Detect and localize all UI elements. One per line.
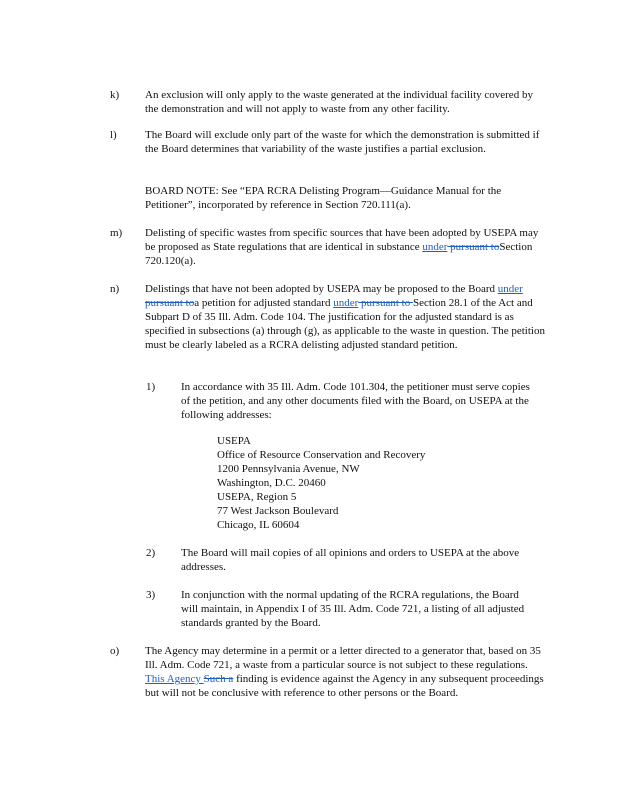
address-line: Chicago, IL 60604 [217, 519, 300, 531]
inserted-text: under [333, 297, 359, 309]
deleted-text: Such a [203, 673, 234, 685]
text-run: a petition for adjusted standard [194, 297, 334, 309]
subsection-text: The Board will mail copies of all opinions and orders to USEPA at the above addresses. [181, 547, 520, 573]
text-run: Delistings that have not been adopted by USEPA may be proposed to the Board [145, 283, 498, 295]
inserted-text: This Agency [145, 673, 204, 685]
address-line: Office of Resource Conservation and Recovery [217, 449, 426, 461]
address-line: USEPA, Region 5 [217, 491, 297, 503]
address-line: USEPA [217, 435, 251, 447]
subsection-label: k) [110, 89, 120, 101]
subsection-label: n) [110, 283, 120, 295]
subsection-text: In accordance with 35 Ill. Adm. Code 101.304, the petitioner must serve copies of the petition, and any other documents filed with the Board, on USEPA at the following addresses: [181, 381, 530, 421]
subsection-label: 2) [146, 547, 156, 559]
text-run: Section 28.1 of the Act and Subpart D of 35 Ill. Adm. Code 104. The justification for the adjusted standard is as specified in subsections (a) through (g), as applicable to the waste in question. The petition must be clearly labeled as a RCRA delisting adjusted standard petition. [145, 297, 545, 351]
subsection-text [145, 282, 545, 352]
inserted-text: under [497, 283, 523, 295]
subsection-text [145, 226, 545, 268]
deleted-text: pursuant to [145, 297, 195, 309]
text-run: Section 720.120(a). [145, 241, 533, 267]
deleted-text: pursuant to [358, 297, 413, 309]
subsection-text: An exclusion will only apply to the waste generated at the individual facility covered by the demonstration and will not apply to waste from any other facility. [145, 89, 533, 115]
address-line: Washington, D.C. 20460 [217, 477, 326, 489]
deleted-text: pursuant to [447, 241, 500, 253]
subsection-text: The Board will exclude only part of the waste for which the demonstration is submitted if the Board determines that variability of the waste justifies a partial exclusion. [145, 129, 540, 155]
subsection-label: 3) [146, 589, 156, 601]
board-note: BOARD NOTE: See “EPA RCRA Delisting Program—Guidance Manual for the Petitioner”, incorporated by reference in Section 720.111(a). [145, 185, 502, 211]
subsection-text [145, 644, 545, 700]
text-run: The Agency may determine in a permit or a letter directed to a generator that, based on 35 Ill. Adm. Code 721, a waste from a particular source is not subject to these regulations. [145, 645, 541, 671]
subsection-label: o) [110, 645, 120, 657]
text-run: finding is evidence against the Agency in any subsequent proceedings but will not be conclusive with reference to other persons or the Board. [145, 673, 544, 699]
subsection-text: In conjunction with the normal updating of the RCRA regulations, the Board will maintain, in Appendix I of 35 Ill. Adm. Code 721, a listing of all adjusted standards granted by the Board. [181, 589, 525, 629]
address-line: 1200 Pennsylvania Avenue, NW [217, 463, 360, 475]
text-run: Delisting of specific wastes from specific sources that have been adopted by USEPA may be proposed as State regulations that are identical in substance [145, 227, 539, 253]
subsection-label: m) [110, 227, 123, 239]
address-line: 77 West Jackson Boulevard [217, 505, 339, 517]
subsection-label: l) [110, 129, 117, 141]
inserted-text: under [422, 241, 448, 253]
subsection-label: 1) [146, 381, 156, 393]
usepa-address-block [217, 434, 517, 532]
